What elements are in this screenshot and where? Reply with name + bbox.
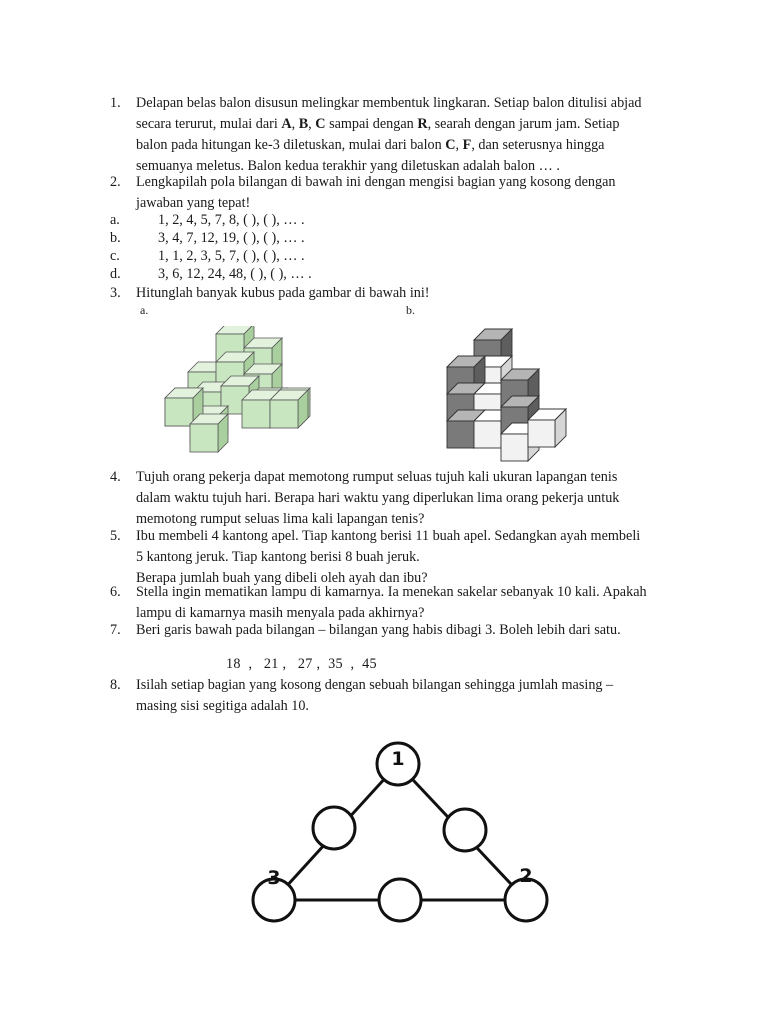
gray-cube: [528, 409, 566, 447]
question-number: 2.: [110, 174, 121, 190]
question-number: 6.: [110, 584, 121, 600]
question-text: Lengkapilah pola bilangan di bawah ini dengan mengisi bagian yang kosong dengan: [136, 174, 616, 190]
question-text: Delapan belas balon disusun melingkar membentuk lingkaran. Setiap balon ditulisi abjad: [136, 95, 642, 111]
list-item: b. 3, 4, 7, 12, 19, ( ), ( ), … .: [110, 230, 305, 246]
question-text: secara terurut, mulai dari A, B, C sampai dengan R, searah dengan jarum jam. Setiap: [136, 116, 620, 132]
figure-label-b: b.: [406, 303, 415, 317]
question-text: Ibu membeli 4 kantong apel. Tiap kantong berisi 11 buah apel. Sedangkan ayah membeli: [136, 528, 641, 544]
question-1: [110, 93, 678, 177]
pattern-list: [110, 211, 510, 283]
question-number: 7.: [110, 622, 121, 638]
question-text: lampu di kamarnya masih menyala pada akhirnya?: [136, 605, 425, 621]
list-item: d. 3, 6, 12, 24, 48, ( ), ( ), … .: [110, 266, 312, 282]
question-text: balon pada hitungan ke-3 diletuskan, mulai dari balon C, F, dan seterusnya hingga: [136, 137, 605, 153]
node-top-number: 1: [391, 748, 405, 770]
question-number: 8.: [110, 677, 121, 693]
question-text: memotong rumput seluas lima kali lapangan tenis?: [136, 511, 425, 527]
question-text: Berapa jumlah buah yang dibeli oleh ayah dan ibu?: [136, 570, 428, 586]
node-bottom-middle[interactable]: [379, 879, 421, 921]
question-number: 3.: [110, 285, 121, 301]
question-8: [110, 675, 678, 717]
question-text: masing sisi segitiga adalah 10.: [136, 698, 309, 714]
question-2: [110, 172, 678, 214]
green-cube: [270, 390, 308, 428]
node-left-middle[interactable]: [313, 807, 355, 849]
gray-cube-figure: [444, 322, 568, 462]
figure-label-a: a.: [140, 303, 149, 317]
list-item: c. 1, 1, 2, 3, 5, 7, ( ), ( ), … .: [110, 248, 305, 264]
question-text: 5 kantong jeruk. Tiap kantong berisi 8 buah jeruk.: [136, 549, 420, 565]
question-4: [110, 467, 678, 530]
question-text: Isilah setiap bagian yang kosong dengan sebuah bilangan sehingga jumlah masing –: [136, 677, 614, 693]
question-text: Beri garis bawah pada bilangan – bilangan yang habis dibagi 3. Boleh lebih dari satu.: [136, 622, 621, 638]
question-number: 4.: [110, 469, 121, 485]
question-text: jawaban yang tepat!: [136, 195, 251, 211]
number-sequence[interactable]: 18 , 21 , 27 , 35 , 45: [226, 656, 377, 672]
green-cube-figure: [160, 326, 340, 458]
question-number: 5.: [110, 528, 121, 544]
list-item: a. 1, 2, 4, 5, 7, 8, ( ), ( ), … .: [110, 212, 305, 228]
node-right-number: 2: [519, 865, 533, 887]
green-cube: [190, 414, 228, 452]
question-number: 1.: [110, 95, 121, 111]
question-text: dalam waktu tujuh hari. Berapa hari waktu yang diperlukan lima orang pekerja untuk: [136, 490, 620, 506]
triangle-diagram: [245, 738, 565, 938]
node-left-number: 3: [267, 867, 281, 889]
question-7: [110, 620, 678, 641]
question-3: [110, 283, 678, 304]
question-text: Tujuh orang pekerja dapat memotong rumput seluas tujuh kali ukuran lapangan tenis: [136, 469, 618, 485]
question-text: semuanya meletus. Balon kedua terakhir yang diletuskan adalah balon … .: [136, 158, 560, 174]
question-6: [110, 582, 678, 624]
node-right-middle[interactable]: [444, 809, 486, 851]
question-text: Stella ingin mematikan lampu di kamarnya. Ia menekan sakelar sebanyak 10 kali. Apakah: [136, 584, 647, 600]
question-text: Hitunglah banyak kubus pada gambar di bawah ini!: [136, 285, 430, 301]
question-5: [110, 526, 678, 589]
